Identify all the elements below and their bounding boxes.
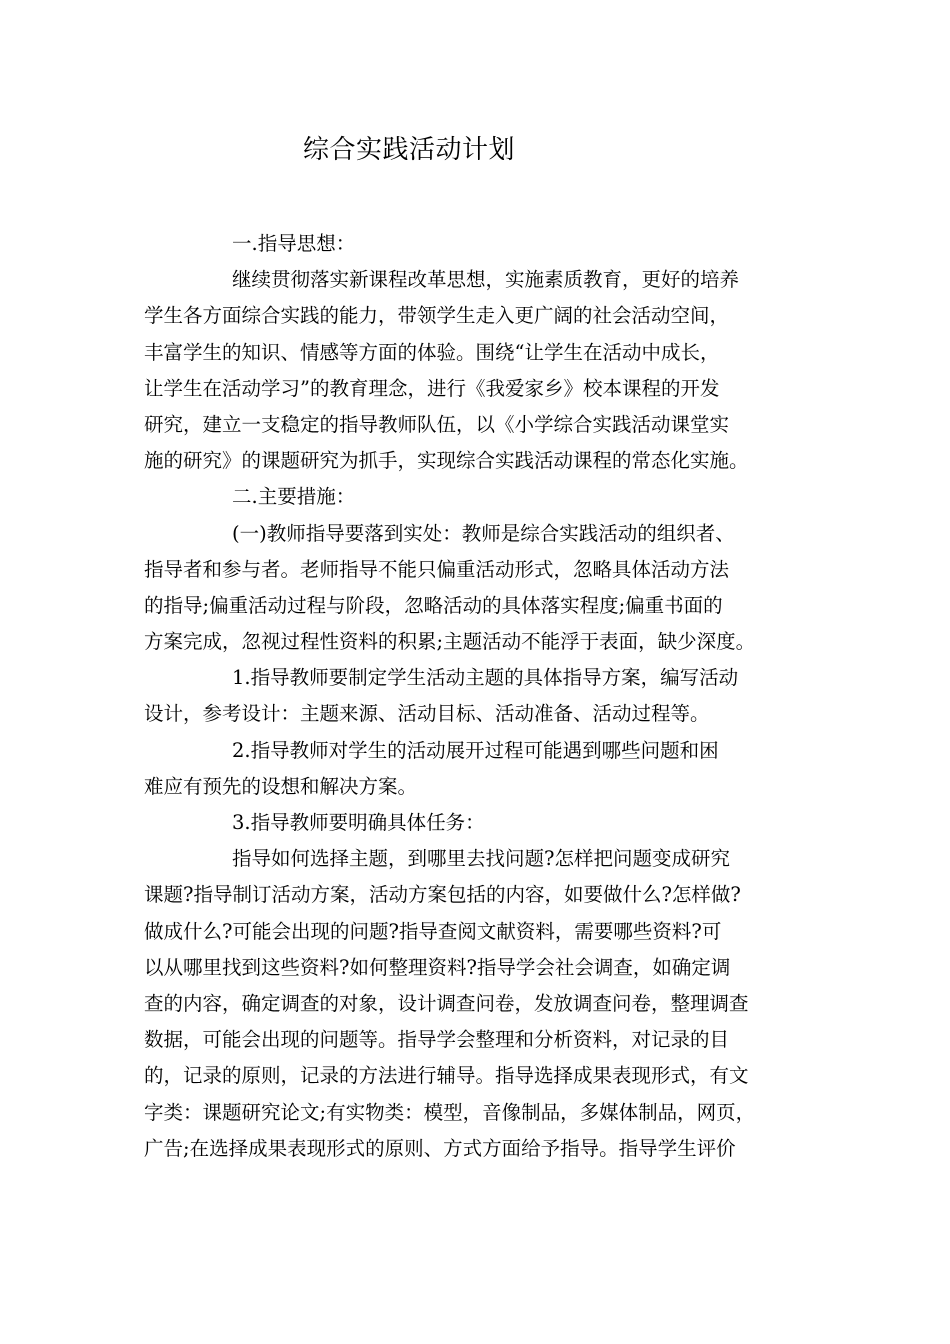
- paragraph-line: 设计，参考设计：主题来源、活动目标、活动准备、活动过程等。: [144, 702, 710, 726]
- paragraph-line: 以从哪里找到这些资料?如何整理资料?指导学会社会调查，如确定调: [144, 955, 731, 979]
- paragraph-line: 指导者和参与者。老师指导不能只偏重活动形式，忽略具体活动方法: [144, 557, 730, 581]
- paragraph-line: 难应有预先的设想和解决方案。: [144, 774, 418, 798]
- paragraph-line: 学生各方面综合实践的能力，带领学生走入更广阔的社会活动空间，: [144, 304, 730, 328]
- list-item-2: 2.指导教师对学生的活动展开过程可能遇到哪些问题和困: [232, 738, 719, 762]
- paragraph-line: 的指导;偏重活动过程与阶段，忽略活动的具体落实程度;偏重书面的: [144, 593, 723, 617]
- paragraph-line: 继续贯彻落实新课程改革思想，实施素质教育，更好的培养: [232, 268, 740, 292]
- paragraph-line: 课题?指导制订活动方案，活动方案包括的内容，如要做什么?怎样做?: [144, 883, 741, 907]
- document-title: 综合实践活动计划: [303, 135, 516, 165]
- section-heading-guiding-ideology: 一.指导思想：: [232, 232, 356, 255]
- list-item-3: 3.指导教师要明确具体任务：: [232, 811, 485, 834]
- paragraph-line: 查的内容，确定调查的对象，设计调查问卷，发放调查问卷，整理调查: [144, 991, 749, 1015]
- document-body: [144, 226, 814, 1167]
- section-heading-main-measures: 二.主要措施：: [232, 485, 356, 509]
- paragraph-line: 方案完成，忽视过程性资料的积累;主题活动不能浮于表面，缺少深度。: [144, 630, 756, 654]
- paragraph-line: 字类：课题研究论文;有实物类：模型，音像制品，多媒体制品，网页，: [144, 1100, 756, 1124]
- paragraph-line: 丰富学生的知识、情感等方面的体验。围绕“让学生在活动中成长，: [144, 340, 720, 364]
- paragraph-line: 研究，建立一支稳定的指导教师队伍，以《小学综合实践活动课堂实: [144, 412, 730, 436]
- paragraph-line: 数据，可能会出现的问题等。指导学会整理和分析资料，对记录的目: [144, 1028, 730, 1052]
- paragraph-line: 的，记录的原则，记录的方法进行辅导。指导选择成果表现形式，有文: [144, 1064, 749, 1088]
- paragraph-line: 让学生在活动学习”的教育理念，进行《我爱家乡》校本课程的开发: [144, 376, 720, 400]
- paragraph-line: 施的研究》的课题研究为抓手，实现综合实践活动课程的常态化实施。: [144, 449, 749, 473]
- paragraph-line: 做成什么?可能会出现的问题?指导查阅文献资料，需要哪些资料?可: [144, 919, 722, 943]
- list-item-1: 1.指导教师要制定学生活动主题的具体指导方案，编写活动: [232, 666, 739, 690]
- paragraph-line: 指导如何选择主题，到哪里去找问题?怎样把问题变成研究: [232, 847, 730, 871]
- paragraph-line: (一)教师指导要落到实处：教师是综合实践活动的组织者、: [232, 521, 735, 545]
- paragraph-line: 广告;在选择成果表现形式的原则、方式方面给予指导。指导学生评价: [144, 1136, 736, 1160]
